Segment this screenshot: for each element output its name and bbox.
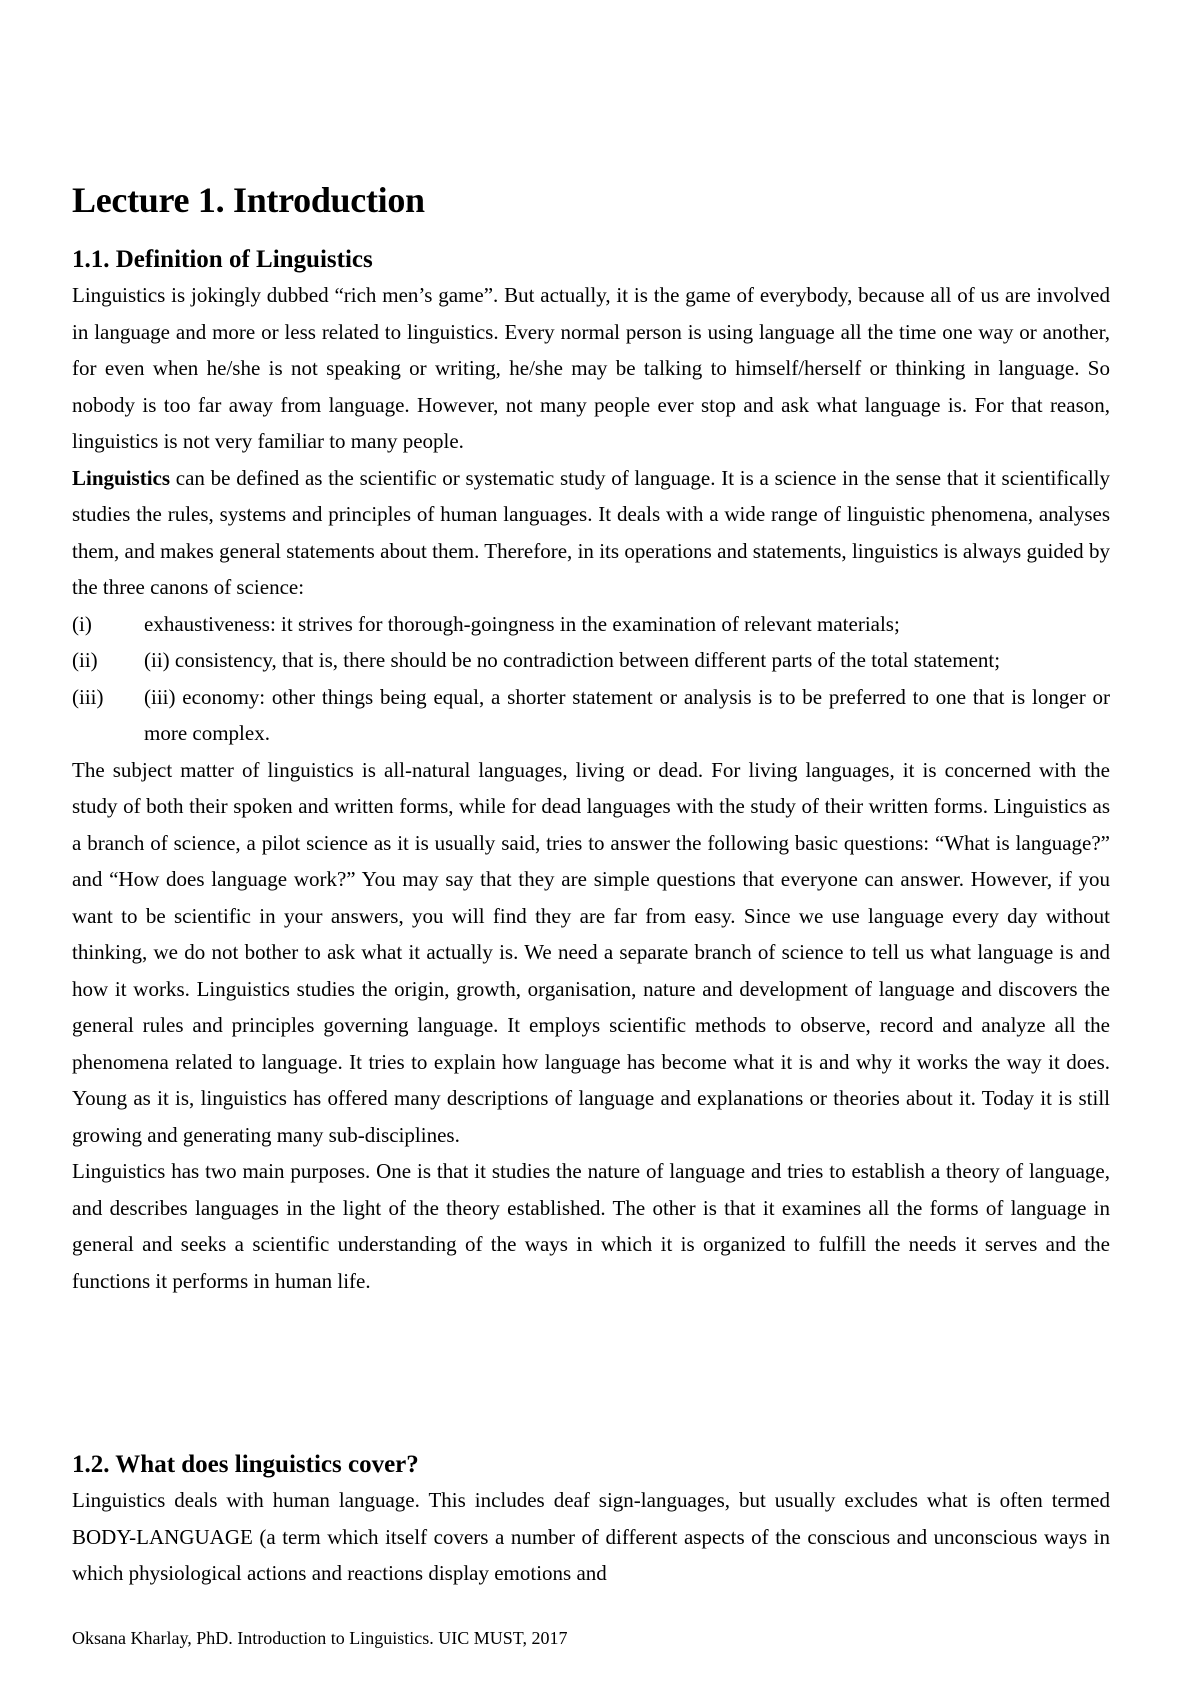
subject-matter-paragraph: The subject matter of linguistics is all-natural languages, living or dead. For living languages, it is concerned with the study of both their spoken and written forms, while for dead languages with the study of their written forms. Linguistics as a branch of science, a pilot science as it is usually said, tries to answer the following basic questions: “What is language?” and “How does language work?” You may say that they are simple questions that everyone can answer. However, if you want to be scientific in your answers, you will find they are far from easy. Since we use language every day without thinking, we do not bother to ask what it actually is. We need a separate branch of science to tell us what language is and how it works. Linguistics studies the origin, growth, organisation, nature and development of language and discovers the general rules and principles governing language. It employs scientific methods to observe, record and analyze all the phenomena related to language. It tries to explain how language has become what it is and why it works the way it does. Young as it is, linguistics has offered many descriptions of language and explanations or theories about it. Today it is still growing and generating many sub-disciplines. [72, 757, 1110, 1147]
coverage-paragraph: Linguistics deals with human language. This includes deaf sign-languages, but usually excludes what is often termed BODY-LANGUAGE (a term which itself covers a number of different aspects of the conscious and unconscious ways in which physiological actions and reactions display emotions and [72, 1488, 1110, 1585]
section-coverage [72, 1448, 1110, 1592]
defined-term: Linguistics [72, 465, 171, 490]
document-page [72, 0, 1110, 1698]
list-item-text: (ii) consistency, that is, there should be no contradiction between different parts of the total statement; [144, 648, 1001, 672]
list-marker: (ii) [72, 648, 98, 672]
list-marker: (i) [72, 611, 92, 636]
list-item-text: (iii) economy: other things being equal, a shorter statement or analysis is to be preferred to one that is longer or more complex. [144, 684, 1110, 745]
definition-paragraph [72, 460, 1110, 606]
list-item [72, 679, 1110, 752]
canons-list [72, 606, 1110, 752]
section-definition [72, 243, 1110, 1299]
list-item-text: exhaustiveness: it strives for thorough-goingness in the examination of relevant materials; [144, 611, 900, 636]
section-heading: 1.1. Definition of Linguistics [72, 246, 373, 273]
section-heading: 1.2. What does linguistics cover? [72, 1451, 419, 1478]
list-marker: (iii) [72, 684, 104, 709]
page-title: Lecture 1. Introduction [72, 180, 425, 220]
list-item [72, 642, 1110, 679]
intro-paragraph: Linguistics is jokingly dubbed “rich men’s game”. But actually, it is the game of everybody, because all of us are involved in language and more or less related to linguistics. Every normal person is using language all the time one way or another, for even when he/she is not speaking or writing, he/she may be talking to himself/herself or thinking in language. So nobody is too far away from language. However, not many people ever stop and ask what language is. For that reason, linguistics is not very familiar to many people. [72, 283, 1110, 453]
page-footer: Oksana Kharlay, PhD. Introduction to Linguistics. UIC MUST, 2017 [72, 1628, 568, 1648]
definition-text: can be defined as the scientific or systematic study of language. It is a science in the sense that it scientifically studies the rules, systems and principles of human languages. It deals with a wide range of linguistic phenomena, analyses them, and makes general statements about them. Therefore, in its operations and statements, linguistics is always guided by the three canons of science: [72, 465, 1110, 599]
purposes-paragraph: Linguistics has two main purposes. One is that it studies the nature of language and tries to establish a theory of language, and describes languages in the light of the theory established. The other is that it examines all the forms of language in general and seeks a scientific understanding of the ways in which it is organized to fulfill the needs it serves and the functions it performs in human life. [72, 1159, 1110, 1293]
list-item [72, 606, 1110, 643]
